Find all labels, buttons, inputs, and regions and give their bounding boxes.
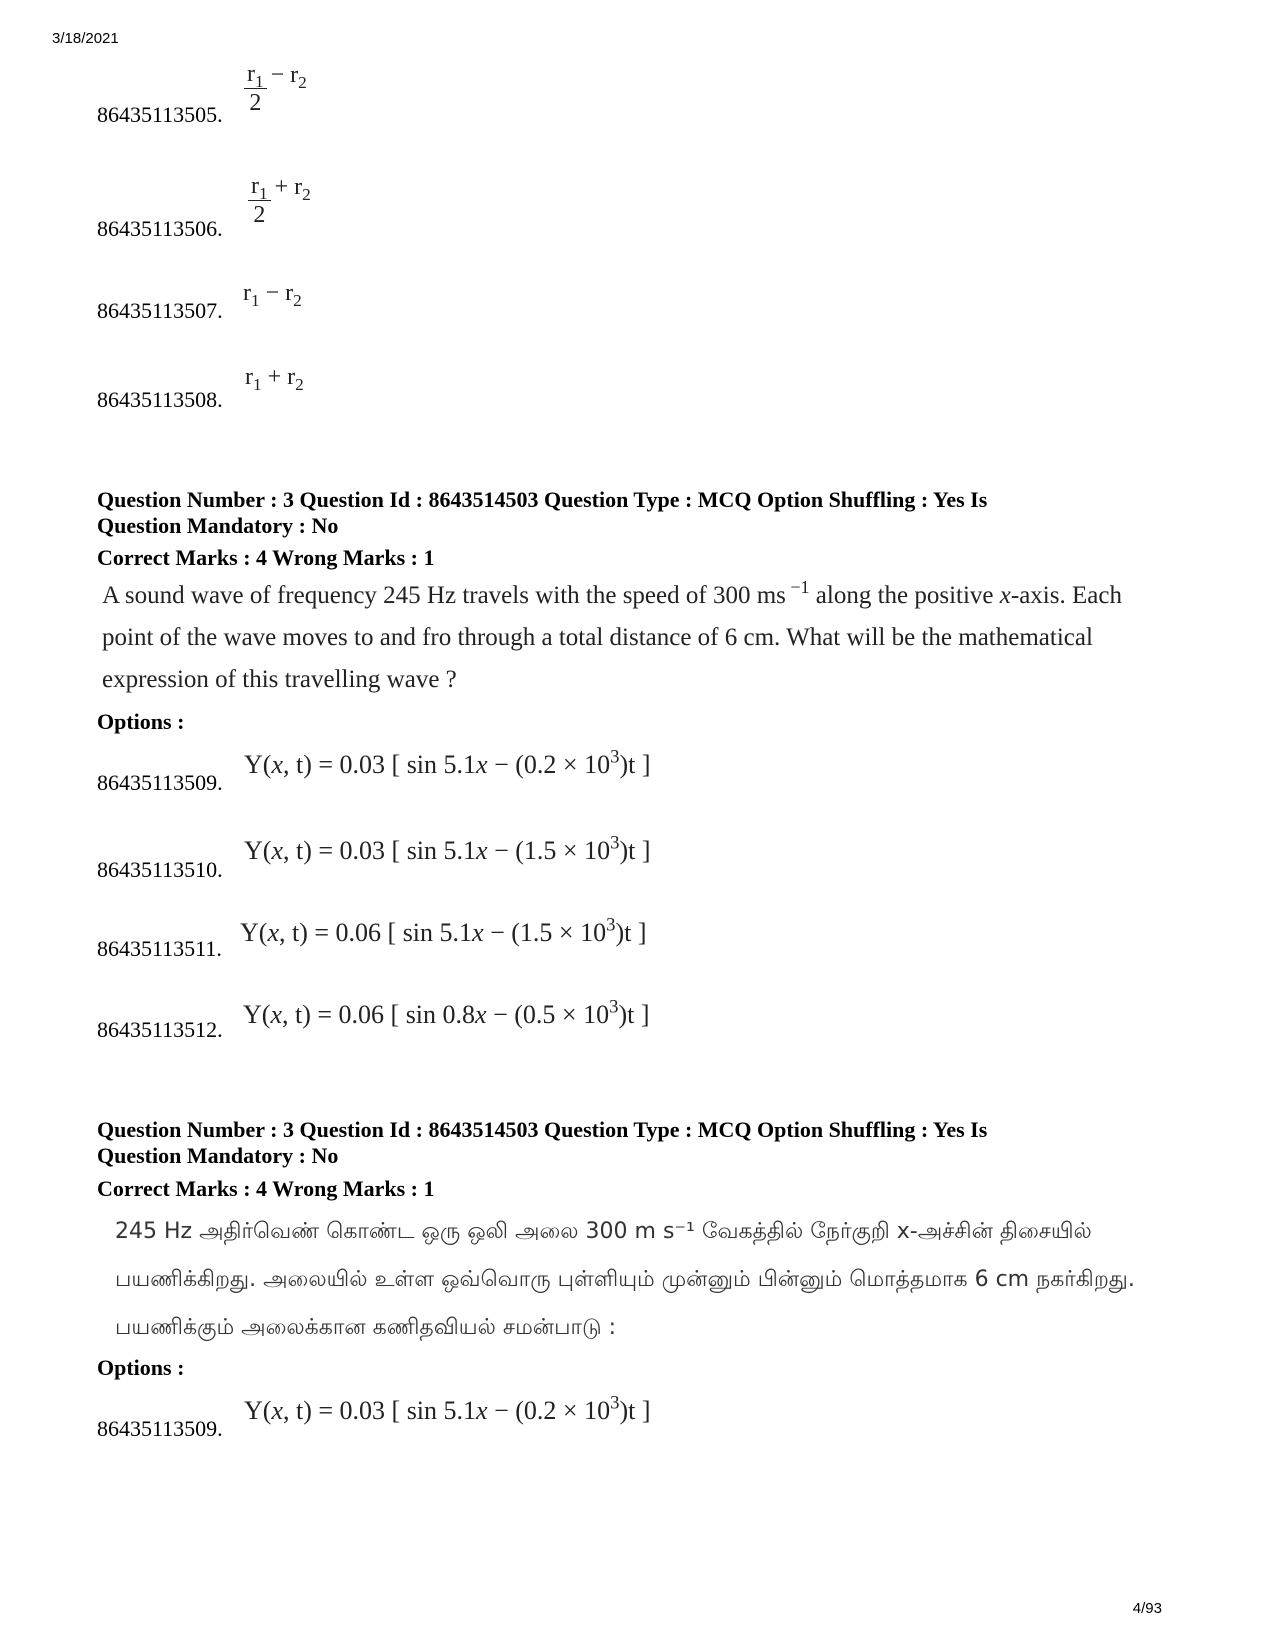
option-id: 86435113511. (97, 936, 222, 961)
option-expression: $r_1 - r_2$ (243, 280, 302, 311)
question-marks: Correct Marks : 4 Wrong Marks : 1 (97, 1176, 435, 1201)
option-id: 86435113508. (97, 387, 223, 412)
option-expression: $\frac{r_1}{2}$ − $r_2$ (244, 62, 307, 115)
question-text-tamil: 245 Hz அதிர்வெண் கொண்ட ஒரு ஒலி அலை 300 m s⁻¹ வேகத்தில் நேர்குறி x-அச்சின் திசையில் பயணிக்கிறது. அலையில் உள்ள ஒவ்வொரு புள்ளியும் முன்னும் பின்னும் மொத்தமாக 6 cm நகர்கிறது. பயணிக்கும் அலைக்கான கணிதவியல் சமன்பாடு : (115, 1219, 1135, 1340)
options-label: Options : (97, 1355, 185, 1380)
question-text: A sound wave of frequency 245 Hz travels with the speed of 300 ms $^{-1}$ along the positive x-axis. Each point of the wave moves to and fro through a total distance of 6 cm. What will be the mathematical expression of this travelling wave ? (102, 577, 1122, 693)
question-header: Question Number : 3 Question Id : 8643514503 Question Type : MCQ Option Shuffling : Yes Is (97, 487, 988, 512)
page-number: 4/93 (1132, 1600, 1162, 1617)
question-header: Question Number : 3 Question Id : 8643514503 Question Type : MCQ Option Shuffling : Yes Is (97, 1117, 988, 1142)
option-id: 86435113506. (97, 216, 223, 241)
option-id: 86435113509. (97, 1416, 223, 1441)
option-expression: Y(x, t) = 0.06 [ $\sin 5.1x - (1.5 \times 10^3)t$ ] (240, 914, 647, 947)
option-expression: Y(x, t) = 0.03 [ $\sin 5.1x - (1.5 \times 10^3)t$ ] (244, 832, 651, 865)
question-mandatory: Question Mandatory : No (97, 1143, 339, 1168)
option-id: 86435113505. (97, 102, 223, 127)
option-expression: $r_1 + r_2$ (245, 364, 304, 395)
option-expression: Y(x, t) = 0.06 [ $\sin 0.8x - (0.5 \times 10^3)t$ ] (243, 996, 650, 1029)
option-expression: Y(x, t) = 0.03 [ $\sin 5.1x - (0.2 \times 10^3)t$ ] (244, 1392, 651, 1425)
option-id: 86435113507. (97, 298, 223, 323)
option-id: 86435113510. (97, 857, 223, 882)
question-marks: Correct Marks : 4 Wrong Marks : 1 (97, 545, 435, 570)
option-expression: Y(x, t) = 0.03 [ $\sin 5.1x - (0.2 \times 10^3)t$ ] (244, 746, 651, 779)
print-date: 3/18/2021 (52, 30, 119, 47)
question-mandatory: Question Mandatory : No (97, 513, 339, 538)
option-expression: $\frac{r_1}{2}$ + $r_2$ (248, 174, 311, 227)
option-id: 86435113512. (97, 1017, 223, 1042)
options-label: Options : (97, 709, 185, 734)
option-id: 86435113509. (97, 770, 223, 795)
